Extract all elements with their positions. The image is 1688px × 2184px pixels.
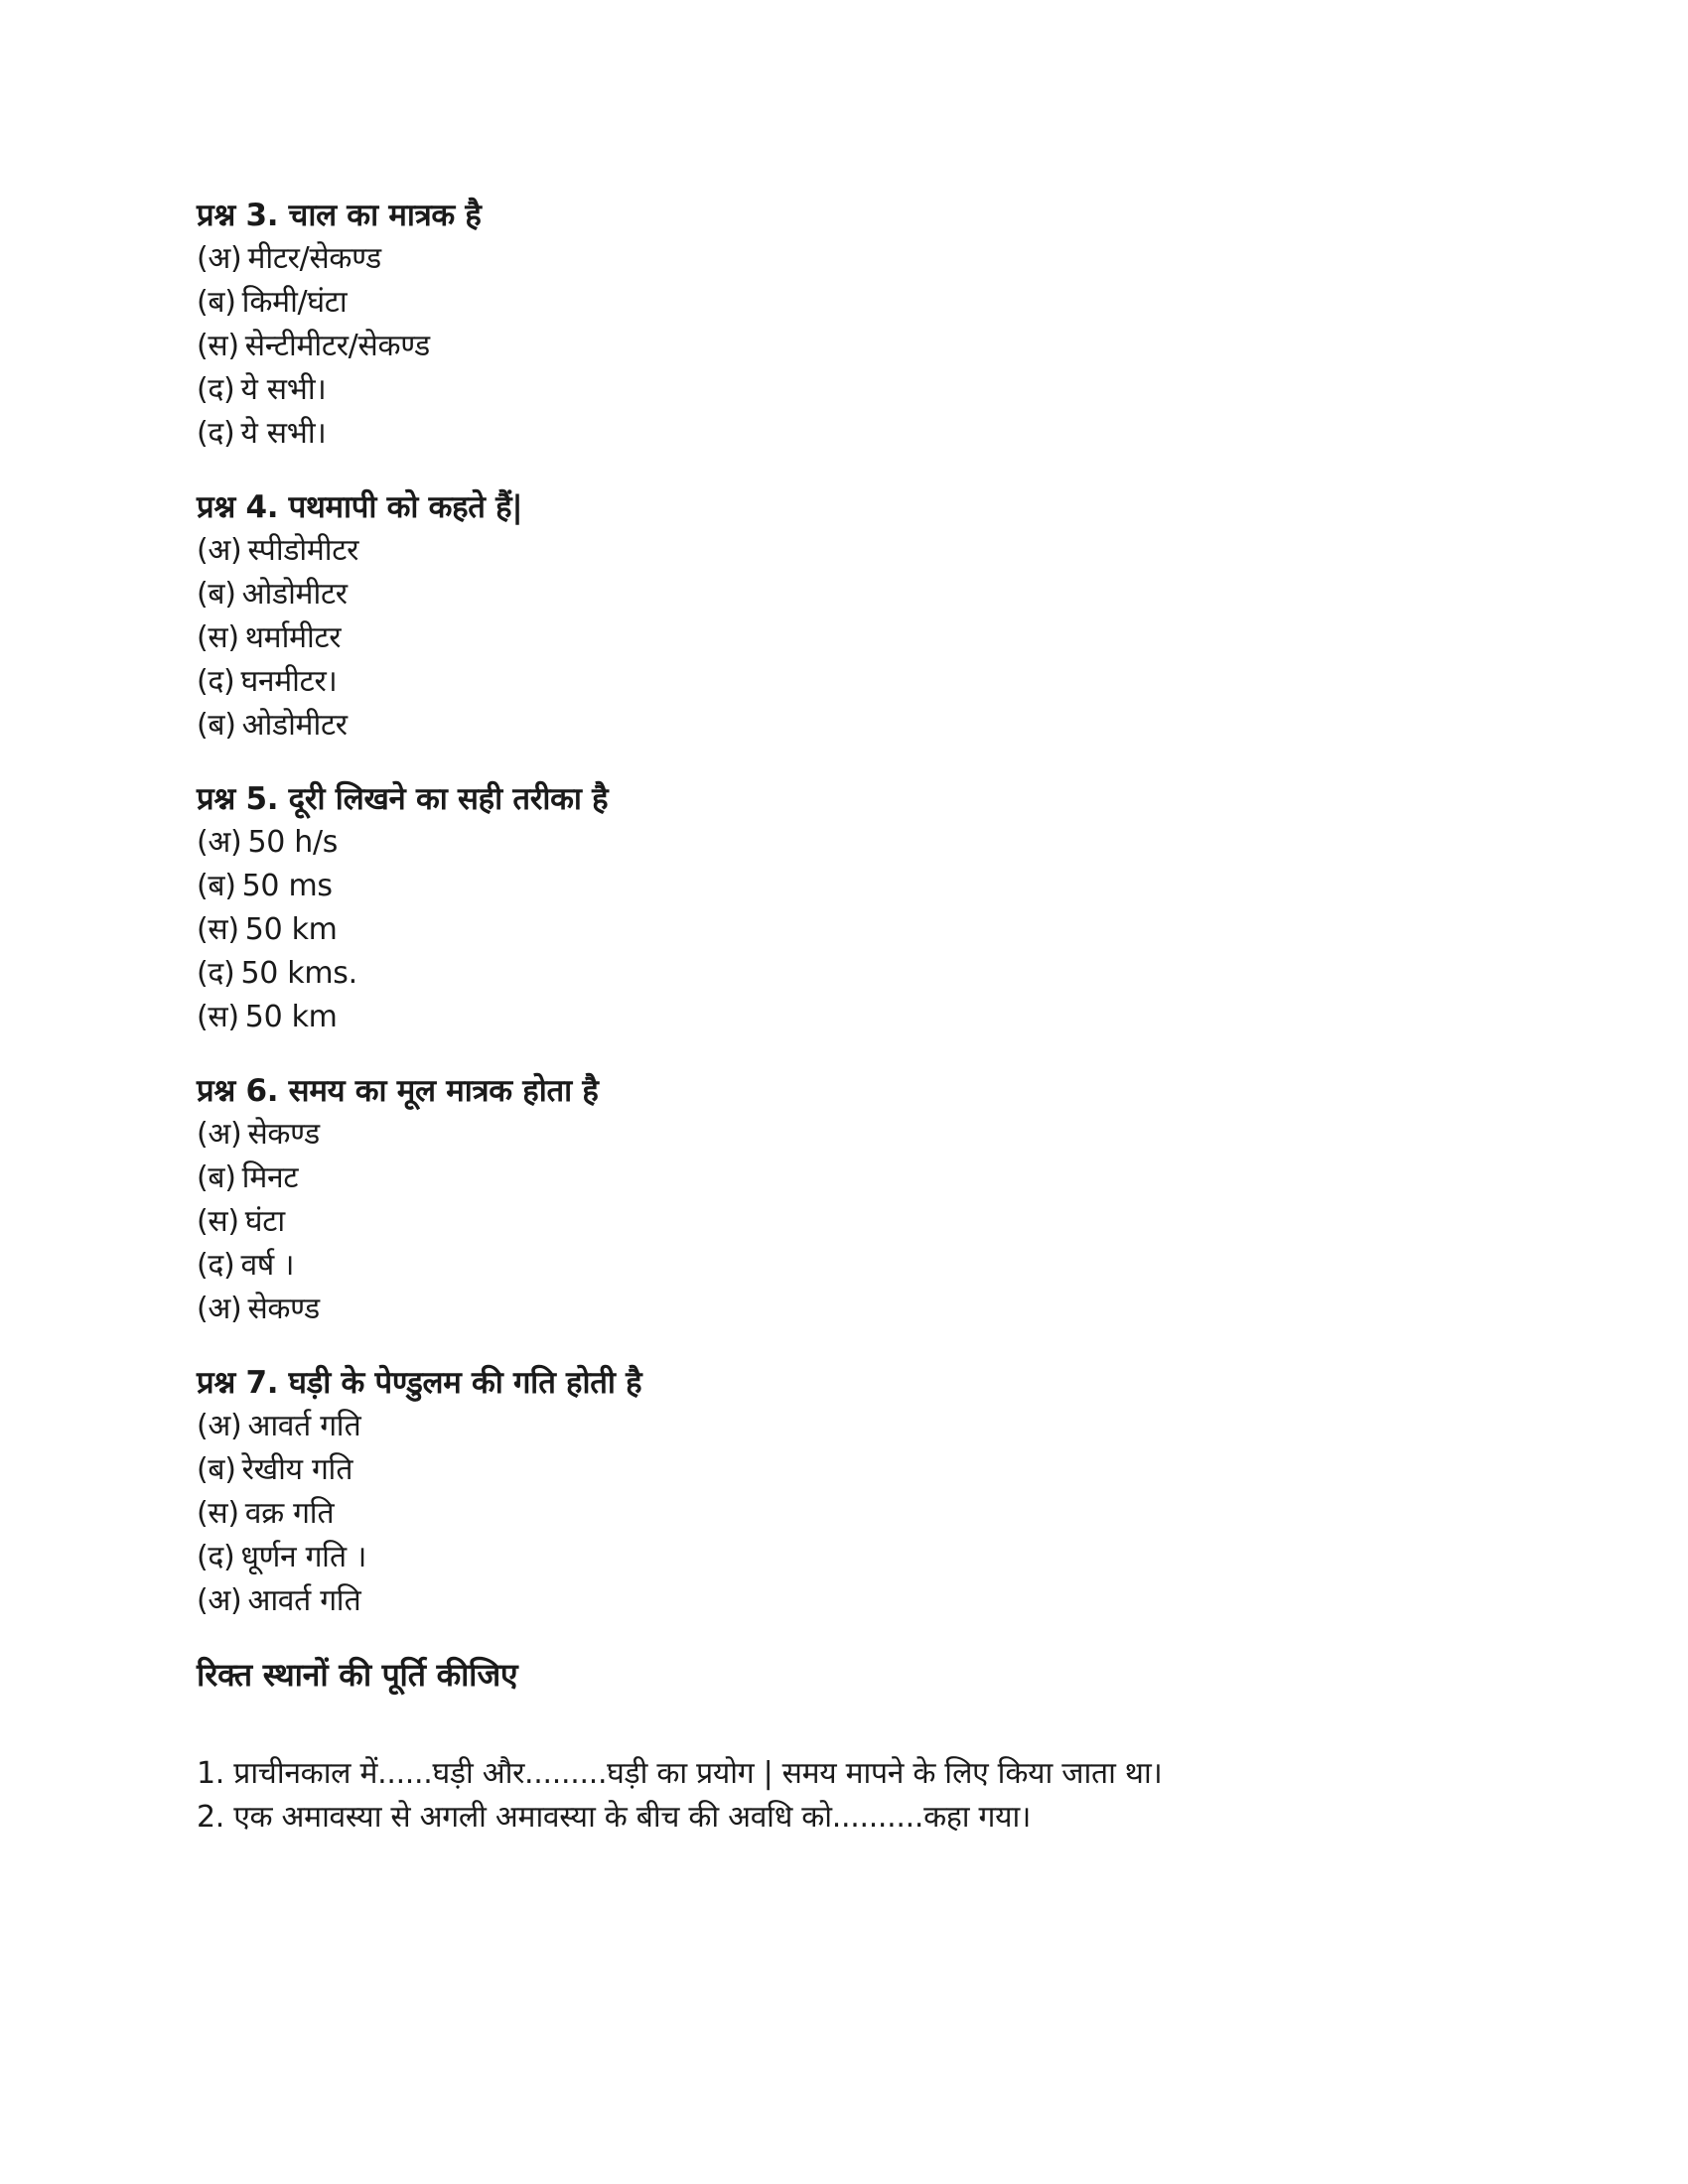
option-label: (अ): [197, 825, 242, 860]
option-text: 50 kms.: [240, 956, 357, 991]
option-b: [197, 281, 1587, 325]
option-b: [197, 1157, 1587, 1200]
question-title: प्रश्न 4. पथमापी को कहते हैं|: [197, 489, 523, 525]
option-label: (स): [197, 912, 239, 947]
option-b: [197, 1448, 1587, 1492]
option-text: वक्र गति: [244, 1496, 335, 1531]
option-label: (ब): [197, 577, 236, 612]
option-a: [197, 1405, 1587, 1448]
option-label: (ब): [197, 869, 236, 903]
option-label: (द): [197, 1248, 235, 1283]
answer-label: (द): [197, 416, 235, 451]
fill-in-blank-item: 1. प्राचीनकाल में......घड़ी और.........घड़ी का प्रयोग | समय मापने के लिए किया जाता था।: [197, 1756, 1163, 1791]
option-text: 50 ms: [241, 869, 333, 903]
question-4: [197, 485, 1587, 748]
option-c: [197, 908, 1587, 952]
option-d: [197, 1244, 1587, 1288]
option-b: [197, 865, 1587, 908]
option-c: [197, 616, 1587, 660]
option-text: घंटा: [244, 1204, 285, 1239]
option-d: [197, 952, 1587, 996]
fill-in-blank-item: 2. एक अमावस्या से अगली अमावस्या के बीच की अवधि को..........कहा गया।: [197, 1800, 1032, 1835]
option-text: ओडोमीटर: [241, 577, 348, 612]
option-a: [197, 1113, 1587, 1157]
question-title: प्रश्न 7. घड़ी के पेण्डुलम की गति होती है: [197, 1365, 642, 1401]
answer: [197, 412, 1587, 456]
answer: [197, 704, 1587, 748]
option-text: सेन्टीमीटर/सेकण्ड: [244, 329, 430, 363]
question-title: प्रश्न 5. दूरी लिखने का सही तरीका है: [197, 781, 609, 817]
option-label: (अ): [197, 241, 242, 276]
option-label: (ब): [197, 1160, 236, 1195]
option-text: थर्मामीटर: [244, 620, 342, 655]
option-text: स्पीडोमीटर: [247, 533, 359, 568]
option-d: [197, 368, 1587, 412]
answer-text: सेकण्ड: [247, 1292, 320, 1326]
option-label: (द): [197, 1540, 235, 1574]
option-label: (स): [197, 1204, 239, 1239]
option-d: [197, 1536, 1587, 1579]
option-label: (स): [197, 1496, 239, 1531]
option-text: सेकण्ड: [247, 1117, 320, 1152]
document-page: [197, 194, 1587, 1840]
option-c: [197, 1492, 1587, 1536]
answer-text: ये सभी।: [240, 416, 327, 451]
option-text: आवर्त गति: [247, 1409, 361, 1443]
option-text: धूर्णन गति ।: [240, 1540, 367, 1574]
fill-in-blanks-heading: रिक्त स्थानों की पूर्ति कीजिए: [197, 1656, 518, 1694]
option-d: [197, 660, 1587, 704]
option-label: (ब): [197, 1452, 236, 1487]
option-text: किमी/घंटा: [241, 285, 348, 320]
answer-label: (स): [197, 1000, 239, 1034]
option-text: ये सभी।: [240, 372, 327, 407]
option-text: घनमीटर।: [240, 664, 338, 699]
fill-in-blanks-list: [197, 1752, 1587, 1840]
option-text: 50 km: [244, 912, 338, 947]
question-7: [197, 1361, 1587, 1623]
answer-text: 50 km: [244, 1000, 338, 1034]
question-6: [197, 1069, 1587, 1331]
question-title: प्रश्न 6. समय का मूल मात्रक होता है: [197, 1073, 599, 1109]
option-text: रेखीय गति: [241, 1452, 353, 1487]
answer-text: आवर्त गति: [247, 1583, 361, 1618]
option-label: (द): [197, 372, 235, 407]
option-label: (ब): [197, 285, 236, 320]
option-text: मिनट: [241, 1160, 299, 1195]
option-label: (द): [197, 664, 235, 699]
question-title: प्रश्न 3. चाल का मात्रक है: [197, 198, 482, 233]
option-label: (अ): [197, 1117, 242, 1152]
option-label: (द): [197, 956, 235, 991]
option-c: [197, 1200, 1587, 1244]
option-c: [197, 325, 1587, 368]
answer: [197, 996, 1587, 1039]
answer: [197, 1288, 1587, 1331]
answer-label: (अ): [197, 1292, 242, 1326]
option-label: (स): [197, 620, 239, 655]
option-text: वर्ष ।: [240, 1248, 295, 1283]
option-text: 50 h/s: [247, 825, 339, 860]
option-a: [197, 821, 1587, 865]
answer: [197, 1579, 1587, 1623]
option-label: (अ): [197, 1409, 242, 1443]
option-label: (स): [197, 329, 239, 363]
option-b: [197, 573, 1587, 616]
option-text: मीटर/सेकण्ड: [247, 241, 381, 276]
answer-text: ओडोमीटर: [241, 708, 348, 743]
question-5: [197, 777, 1587, 1039]
option-label: (अ): [197, 533, 242, 568]
option-a: [197, 237, 1587, 281]
answer-label: (अ): [197, 1583, 242, 1618]
answer-label: (ब): [197, 708, 236, 743]
question-3: [197, 194, 1587, 456]
option-a: [197, 529, 1587, 573]
